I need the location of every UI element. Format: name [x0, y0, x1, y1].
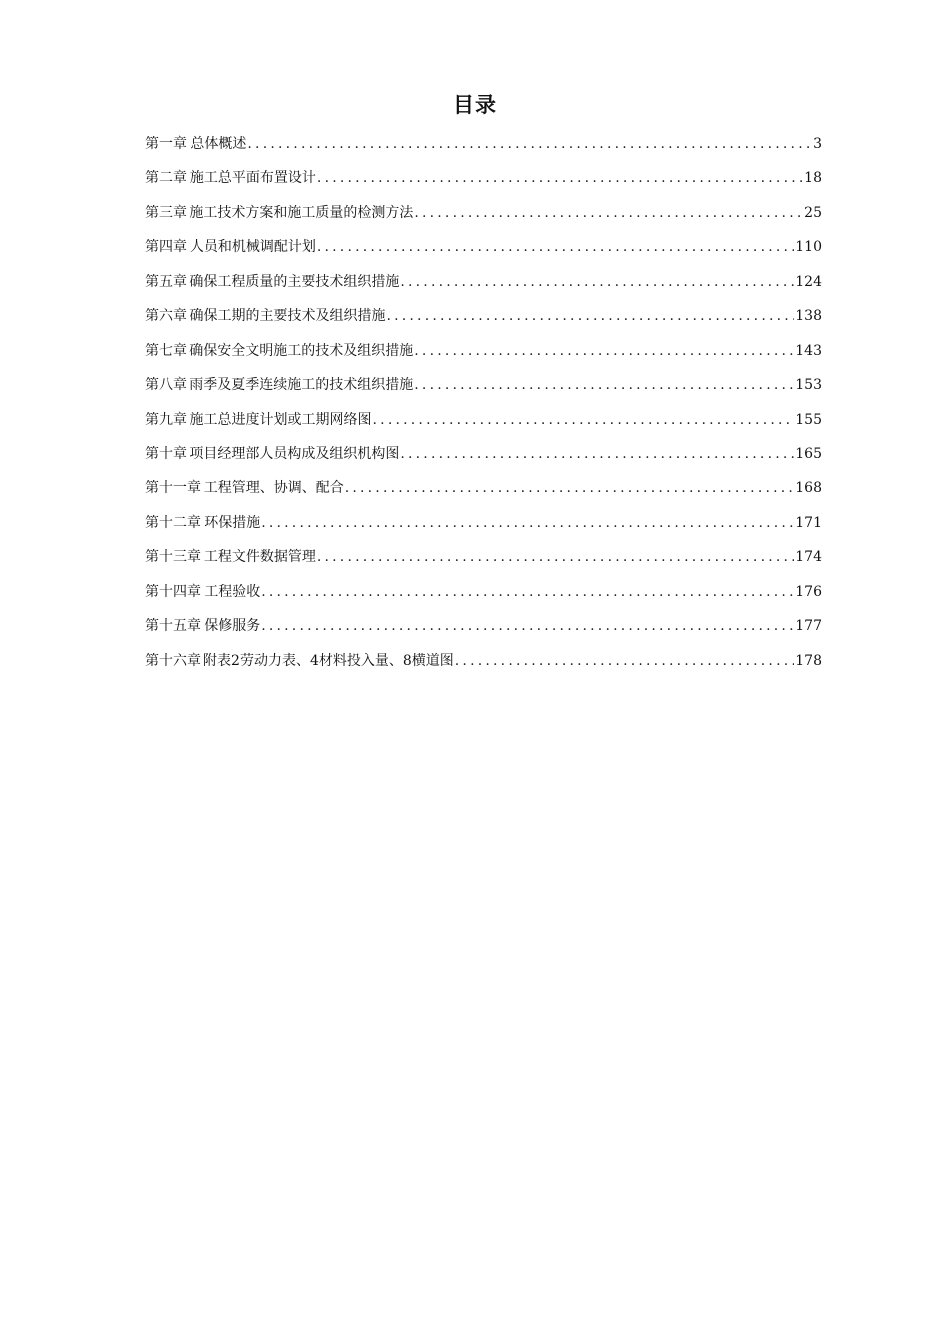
toc-dot-leader: [386, 302, 794, 330]
toc-page-number: 124: [795, 273, 822, 290]
toc-entry[interactable]: [145, 647, 822, 681]
toc-page-number: 18: [804, 170, 822, 187]
toc-entry[interactable]: [145, 371, 822, 405]
toc-chapter-heading: 确保工期的主要技术及组织措施: [189, 308, 386, 325]
toc-entry[interactable]: [145, 509, 822, 543]
toc-chapter-heading: 施工总进度计划或工期网络图: [189, 411, 372, 428]
toc-page-number: 138: [795, 308, 822, 325]
toc-chapter-heading: 项目经理部人员构成及组织机构图: [189, 445, 400, 462]
toc-entry[interactable]: [145, 268, 822, 302]
toc-chapter-heading: 人员和机械调配计划: [189, 239, 316, 256]
toc-entry[interactable]: [145, 543, 822, 577]
toc-chapter-number: 第十三章: [145, 549, 201, 566]
toc-page-number: 165: [795, 445, 822, 462]
toc-dot-leader: [414, 199, 803, 227]
toc-dot-leader: [414, 371, 794, 399]
toc-chapter-heading: 环保措施: [204, 514, 261, 531]
toc-chapter-heading: 总体概述: [190, 136, 247, 152]
toc-entry[interactable]: [145, 440, 822, 474]
toc-dot-leader: [247, 130, 812, 158]
toc-dot-leader: [414, 337, 794, 365]
toc-dot-leader: [400, 440, 794, 468]
toc-chapter-number: 第三章: [145, 204, 187, 221]
toc-chapter-heading: 附表2劳动力表、4材料投入量、8横道图: [203, 652, 454, 669]
toc-page-number: 176: [795, 583, 822, 600]
toc-page-number: 110: [795, 239, 822, 256]
toc-chapter-number: 第六章: [145, 308, 187, 325]
toc-chapter-number: 第五章: [145, 273, 187, 290]
toc-entry[interactable]: [145, 337, 822, 371]
toc-title: 目录: [453, 93, 497, 117]
toc-dot-leader: [261, 509, 794, 537]
toc-chapter-heading: 确保工程质量的主要技术组织措施: [189, 273, 400, 290]
toc-chapter-number: 第二章: [145, 170, 187, 187]
toc-page-number: 177: [795, 618, 822, 635]
toc-entry[interactable]: [145, 474, 822, 508]
toc-chapter-heading: 工程验收: [204, 583, 261, 600]
toc-chapter-number: 第十二章: [145, 514, 201, 531]
toc-chapter-heading: 工程文件数据管理: [203, 549, 316, 566]
toc-page-number: 171: [795, 514, 822, 531]
toc-entry[interactable]: [145, 233, 822, 267]
toc-chapter-number: 第九章: [145, 411, 187, 428]
toc-chapter-heading: 确保安全文明施工的技术及组织措施: [189, 342, 414, 359]
toc-chapter-number: 第四章: [145, 239, 187, 256]
toc-chapter-heading: 施工技术方案和施工质量的检测方法: [189, 204, 414, 221]
toc-dot-leader: [317, 233, 794, 261]
toc-chapter-number: 第八章: [145, 377, 187, 394]
toc-chapter-heading: 保修服务: [204, 618, 261, 635]
toc-chapter-number: 第十一章: [145, 480, 201, 497]
toc-entry[interactable]: [145, 612, 822, 646]
toc-dot-leader: [373, 406, 795, 434]
toc-chapter-number: 第七章: [145, 342, 187, 359]
toc-chapter-heading: 施工总平面布置设计: [189, 170, 316, 187]
toc-chapter-number: 第十六章: [145, 652, 201, 669]
toc-page-number: 3: [813, 136, 822, 152]
toc-dot-leader: [261, 612, 794, 640]
toc-page-number: 155: [795, 411, 822, 428]
toc-entry[interactable]: [145, 578, 822, 612]
toc-page-number: 25: [804, 204, 822, 221]
toc-entry[interactable]: [145, 302, 822, 336]
toc-chapter-number: 第十四章: [145, 583, 201, 600]
toc-entry[interactable]: [145, 199, 822, 233]
toc-entry[interactable]: [145, 406, 822, 440]
toc-dot-leader: [317, 164, 803, 192]
toc-dot-leader: [261, 578, 794, 606]
toc-page-number: 174: [795, 549, 822, 566]
toc-page-number: 143: [795, 342, 822, 359]
toc-page-number: 153: [795, 377, 822, 394]
toc-chapter-number: 第十章: [145, 445, 187, 462]
toc-dot-leader: [345, 474, 795, 502]
toc-entry[interactable]: [145, 130, 822, 164]
toc-page-number: 178: [795, 652, 822, 669]
toc-chapter-heading: 雨季及夏季连续施工的技术组织措施: [189, 377, 414, 394]
toc-page-number: 168: [795, 480, 822, 497]
toc-chapter-heading: 工程管理、协调、配合: [203, 480, 344, 497]
toc-chapter-number: 第十五章: [145, 618, 201, 635]
toc-dot-leader: [400, 268, 794, 296]
toc-dot-leader: [317, 543, 794, 571]
toc-list: [145, 130, 822, 681]
toc-dot-leader: [455, 647, 795, 675]
toc-chapter-number: 第一章: [145, 136, 187, 152]
toc-entry[interactable]: [145, 164, 822, 198]
